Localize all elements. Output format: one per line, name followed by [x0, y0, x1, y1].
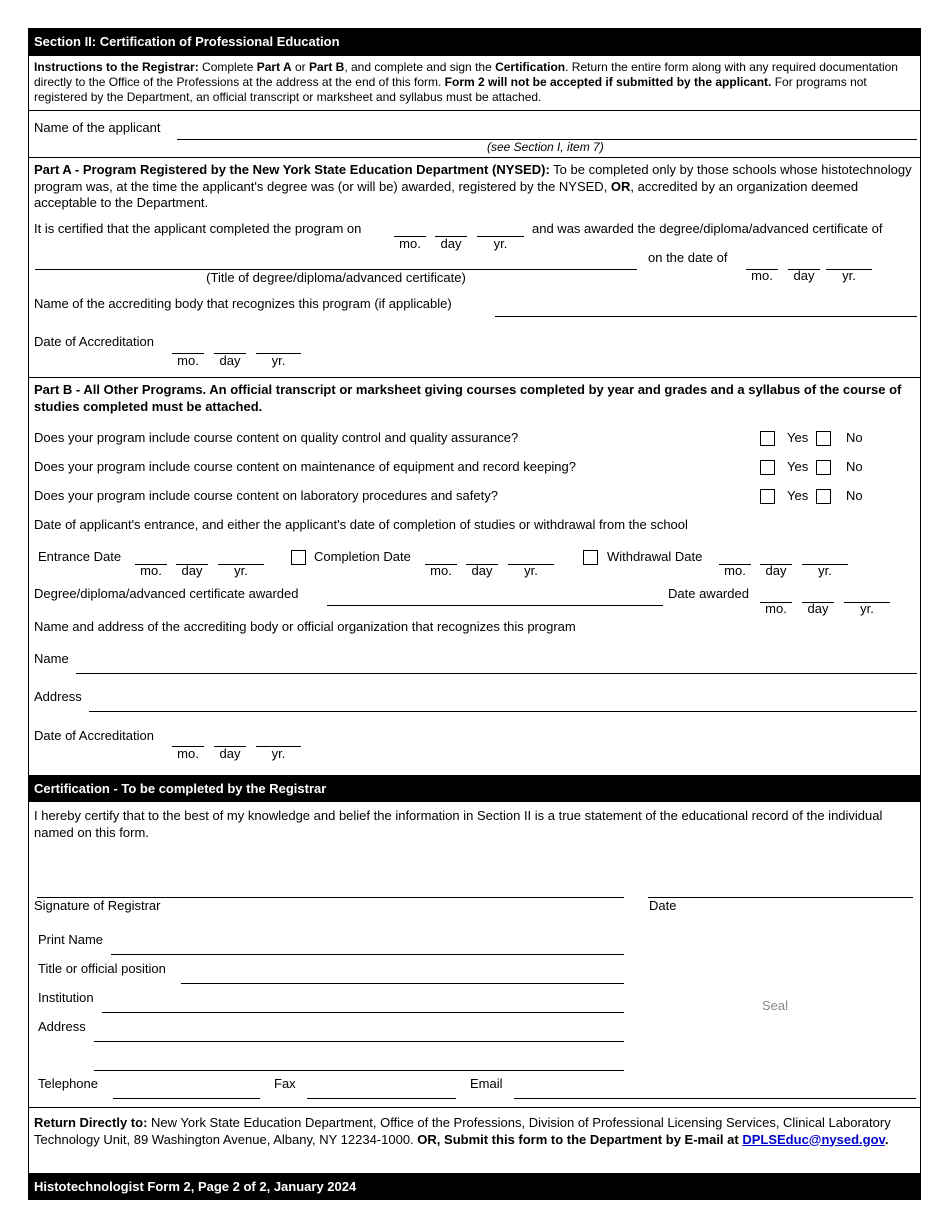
day-caption: day: [765, 563, 787, 578]
yr-caption: yr.: [818, 563, 832, 578]
no-label: No: [846, 459, 863, 474]
date-accreditation-label: Date of Accreditation: [34, 334, 154, 349]
email-label: Email: [470, 1076, 503, 1091]
divider: [29, 1107, 920, 1108]
withdrawal-label: Withdrawal Date: [607, 549, 703, 564]
date-label: Date: [649, 898, 677, 913]
no-label: No: [846, 488, 863, 503]
withdrawal-checkbox[interactable]: [583, 550, 598, 565]
print-name-label: Print Name: [38, 932, 104, 947]
signature-label: Signature of Registrar: [34, 898, 161, 913]
part-a-heading: Part A - Program Registered by the New York State Education Department (NYSED): To be completed only by those schools whose histotechnology program was, at the time the applicant's degree was (or will be) awarded, registered by the NYSED, OR, accredited by an organization deemed acceptable to the Department.: [34, 162, 912, 210]
degree-title-caption: (Title of degree/diploma/advanced certificate): [206, 270, 466, 285]
part-b-heading: Part B - All Other Programs. An official transcript or marksheet giving courses completed by year and grades and a syllabus of the course of studies completed must be attached.: [34, 382, 902, 414]
completed-text: It is certified that the applicant completed the program on: [34, 221, 362, 236]
yr-caption: yr.: [860, 601, 874, 616]
address-field-2[interactable]: [94, 1070, 624, 1071]
name-label: Name: [34, 651, 69, 666]
email-field[interactable]: [514, 1098, 916, 1099]
yr-caption: yr.: [234, 563, 248, 578]
telephone-field[interactable]: [113, 1098, 260, 1099]
degree-awarded-label: Degree/diploma/advanced certificate awarded: [34, 586, 299, 601]
mo-caption: mo.: [399, 236, 421, 251]
accrediting-body-field[interactable]: [495, 316, 917, 317]
mo-caption: mo.: [430, 563, 452, 578]
dates-intro: Date of applicant's entrance, and either the applicant's date of completion of studies or withdrawal from the school: [34, 517, 688, 532]
yes-label: Yes: [787, 488, 809, 503]
date-field[interactable]: [648, 897, 913, 898]
mo-caption: mo.: [140, 563, 162, 578]
form-page: [28, 28, 921, 1200]
degree-awarded-field[interactable]: [327, 605, 663, 606]
yes-label: Yes: [787, 459, 809, 474]
entrance-label: Entrance Date: [38, 549, 122, 564]
mo-caption: mo.: [765, 601, 787, 616]
day-caption: day: [219, 746, 241, 761]
footer-bar: Histotechnologist Form 2, Page 2 of 2, January 2024: [29, 1173, 920, 1200]
divider: [29, 377, 920, 378]
date-awarded-label: Date awarded: [668, 586, 749, 601]
instructions: Instructions to the Registrar: Complete Part A or Part B, and complete and sign the Certification. Return the entire form along with any required documentation directly to the Office of the Professions at the address at the end of this form. Form 2 will not be accepted if submitted by the applicant. For programs not registered by the Department, an official transcript or marksheet and syllabus must be attached.: [34, 60, 898, 104]
q3-no-checkbox[interactable]: [816, 489, 831, 504]
completion-label: Completion Date: [314, 549, 411, 564]
title-label: Title or official position: [38, 961, 166, 976]
fax-field[interactable]: [307, 1098, 456, 1099]
accrediting-address-field[interactable]: [89, 711, 917, 712]
accrediting-label: Name of the accrediting body that recognizes this program (if applicable): [34, 296, 452, 311]
certification-statement: I hereby certify that to the best of my knowledge and belief the information in Section II is a true statement of the educational record of the individual named on this form.: [34, 808, 883, 840]
title-field[interactable]: [181, 983, 624, 984]
q2-no-checkbox[interactable]: [816, 460, 831, 475]
certification-header: Certification - To be completed by the Registrar: [29, 775, 920, 802]
section-header: Section II: Certification of Professional Education: [29, 29, 920, 56]
applicant-label: Name of the applicant: [34, 120, 161, 135]
date-accreditation-label: Date of Accreditation: [34, 728, 154, 743]
telephone-label: Telephone: [38, 1076, 98, 1091]
day-caption: day: [219, 353, 241, 368]
return-instructions: Return Directly to: New York State Education Department, Office of the Professions, Division of Professional Licensing Services, Clinical Laboratory Technology Unit, 89 Washington Avenue, Albany, NY 12234-1000. OR, Submit this form to the Department by E-mail at DPLSEduc@nysed.gov.: [34, 1115, 891, 1147]
day-caption: day: [793, 268, 815, 283]
print-name-field[interactable]: [111, 954, 624, 955]
applicant-note: (see Section I, item 7): [487, 140, 604, 154]
yr-caption: yr.: [842, 268, 856, 283]
day-caption: day: [471, 563, 493, 578]
institution-label: Institution: [38, 990, 94, 1005]
address-field-1[interactable]: [94, 1041, 624, 1042]
fax-label: Fax: [274, 1076, 296, 1091]
mo-caption: mo.: [751, 268, 773, 283]
awarded-text: and was awarded the degree/diploma/advanced certificate of: [532, 221, 883, 236]
q3-yes-checkbox[interactable]: [760, 489, 775, 504]
email-link[interactable]: DPLSEduc@nysed.gov: [742, 1131, 885, 1147]
accrediting-name-field[interactable]: [76, 673, 917, 674]
question-2: Does your program include course content on maintenance of equipment and record keeping?: [34, 459, 577, 474]
yr-caption: yr.: [493, 236, 508, 251]
yes-label: Yes: [787, 430, 809, 445]
divider: [29, 157, 920, 158]
yr-caption: yr.: [271, 746, 286, 761]
mo-caption: mo.: [177, 353, 199, 368]
mo-caption: mo.: [724, 563, 746, 578]
q1-no-checkbox[interactable]: [816, 431, 831, 446]
question-1: Does your program include course content on quality control and quality assurance?: [34, 430, 519, 445]
seal-placeholder: Seal: [762, 998, 789, 1013]
completion-checkbox[interactable]: [291, 550, 306, 565]
accrediting-intro: Name and address of the accrediting body or official organization that recognizes this program: [34, 619, 576, 634]
question-3: Does your program include course content on laboratory procedures and safety?: [34, 488, 498, 503]
day-caption: day: [181, 563, 203, 578]
mo-caption: mo.: [177, 746, 199, 761]
day-caption: day: [807, 601, 829, 616]
day-caption: day: [440, 236, 462, 251]
no-label: No: [846, 430, 863, 445]
yr-caption: yr.: [271, 353, 286, 368]
divider: [29, 110, 920, 111]
on-date-text: on the date of: [648, 250, 728, 265]
institution-field[interactable]: [102, 1012, 624, 1013]
address-label: Address: [34, 689, 82, 704]
address-label: Address: [38, 1019, 86, 1034]
q1-yes-checkbox[interactable]: [760, 431, 775, 446]
q2-yes-checkbox[interactable]: [760, 460, 775, 475]
yr-caption: yr.: [524, 563, 538, 578]
